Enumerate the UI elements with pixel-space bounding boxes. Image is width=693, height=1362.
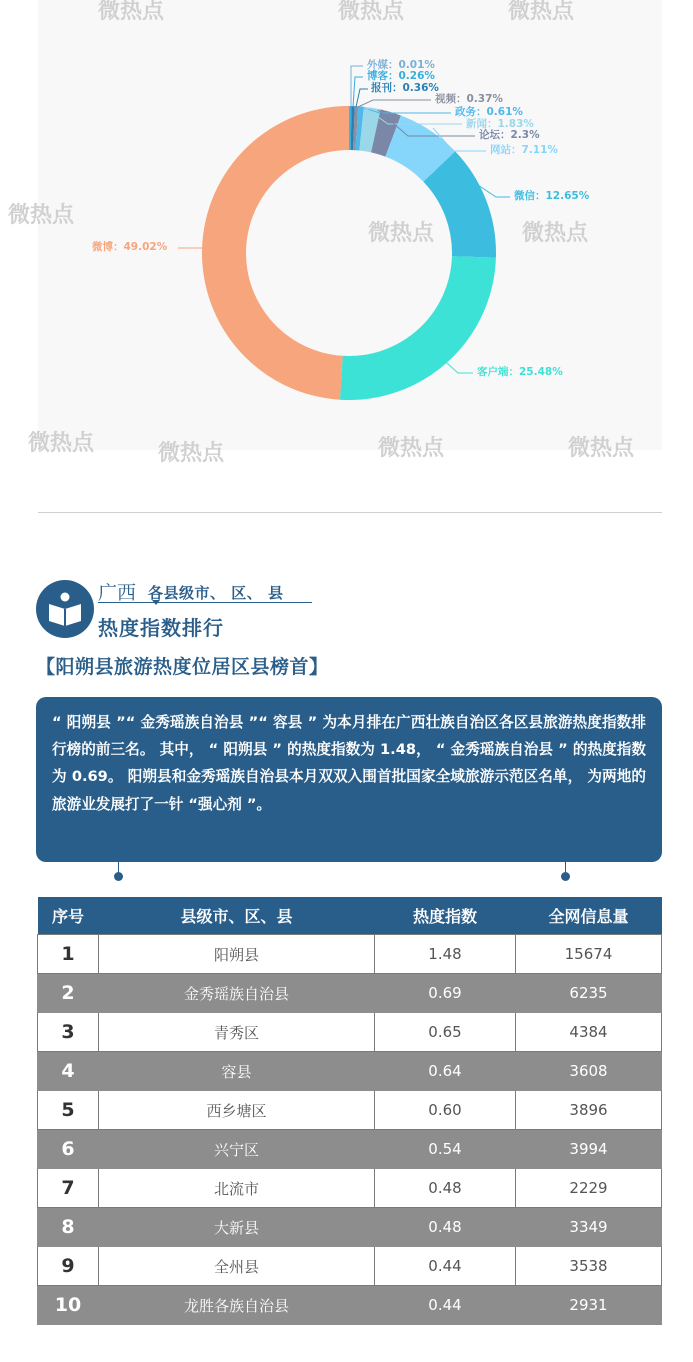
title-counties: 各县级市、 区、 县 <box>148 584 284 602</box>
chart-panel <box>8 0 662 466</box>
section-divider <box>38 512 662 513</box>
slice-label: 外媒：0.01% <box>367 59 435 71</box>
section-title-line1 <box>98 578 312 603</box>
heat-index-cell: 0.48 <box>375 1208 516 1247</box>
county-cell: 阳朔县 <box>99 935 375 974</box>
leader-line <box>353 77 363 107</box>
slice-label: 网站：7.11% <box>490 144 558 156</box>
rank-cell: 3 <box>38 1013 99 1052</box>
table-row <box>38 1130 662 1169</box>
ranking-table <box>37 897 662 1325</box>
volume-cell: 3538 <box>516 1247 662 1286</box>
headline: 【阳朔县旅游热度位居区县榜首】 <box>36 656 329 678</box>
donut-chart <box>8 0 662 466</box>
slice-label: 视频：0.37% <box>435 93 503 105</box>
heat-index-cell: 0.44 <box>375 1286 516 1325</box>
county-cell: 金秀瑶族自治县 <box>99 974 375 1013</box>
table-row <box>38 1091 662 1130</box>
volume-cell: 2931 <box>516 1286 662 1325</box>
table-row <box>38 1052 662 1091</box>
rank-cell: 6 <box>38 1130 99 1169</box>
watermark: 微热点 <box>508 0 575 24</box>
volume-cell: 15674 <box>516 935 662 974</box>
table-header-row <box>38 897 662 935</box>
heat-index-cell: 0.60 <box>375 1091 516 1130</box>
volume-cell: 3349 <box>516 1208 662 1247</box>
watermark: 微热点 <box>368 221 435 246</box>
volume-cell: 3994 <box>516 1130 662 1169</box>
donut-slice-客户端 <box>340 256 496 400</box>
rank-cell: 4 <box>38 1052 99 1091</box>
title-guangxi: 广西 <box>98 582 137 604</box>
slice-labels <box>92 58 590 378</box>
header-county: 县级市、区、县 <box>99 897 375 935</box>
watermark: 微热点 <box>8 203 75 228</box>
county-cell: 大新县 <box>99 1208 375 1247</box>
leader-line <box>356 89 368 107</box>
rank-cell: 8 <box>38 1208 99 1247</box>
volume-cell: 3896 <box>516 1091 662 1130</box>
heat-index-cell: 0.44 <box>375 1247 516 1286</box>
connector-dot-right <box>561 872 570 881</box>
volume-cell: 6235 <box>516 974 662 1013</box>
county-cell: 容县 <box>99 1052 375 1091</box>
section-title-line2: 热度指数排行 <box>98 616 224 640</box>
heat-index-cell: 1.48 <box>375 935 516 974</box>
rank-cell: 5 <box>38 1091 99 1130</box>
watermark: 微热点 <box>378 436 445 461</box>
header-volume: 全网信息量 <box>516 897 662 935</box>
slice-label: 客户端：25.48% <box>477 366 563 378</box>
table-row <box>38 1013 662 1052</box>
slice-label: 新闻：1.83% <box>466 118 534 130</box>
rank-cell: 1 <box>38 935 99 974</box>
watermark: 微热点 <box>568 436 635 461</box>
header-heat-index: 热度指数 <box>375 897 516 935</box>
table-row <box>38 974 662 1013</box>
table-row <box>38 935 662 974</box>
table-row <box>38 1169 662 1208</box>
rank-cell: 10 <box>38 1286 99 1325</box>
table-row <box>38 1247 662 1286</box>
county-cell: 兴宁区 <box>99 1130 375 1169</box>
heat-index-cell: 0.48 <box>375 1169 516 1208</box>
watermark: 微热点 <box>98 0 165 24</box>
volume-cell: 3608 <box>516 1052 662 1091</box>
county-cell: 西乡塘区 <box>99 1091 375 1130</box>
watermark: 微热点 <box>158 441 225 466</box>
heat-index-cell: 0.64 <box>375 1052 516 1091</box>
rank-cell: 2 <box>38 974 99 1013</box>
volume-cell: 2229 <box>516 1169 662 1208</box>
heat-index-cell: 0.69 <box>375 974 516 1013</box>
watermark: 微热点 <box>338 0 405 24</box>
slice-label: 博客：0.26% <box>367 70 435 82</box>
rank-cell: 9 <box>38 1247 99 1286</box>
table-row <box>38 1208 662 1247</box>
watermark: 微热点 <box>522 221 589 246</box>
book-icon <box>36 580 94 638</box>
slice-label: 微信：12.65% <box>514 190 590 202</box>
slice-label: 论坛：2.3% <box>479 129 540 141</box>
slice-label: 政务：0.61% <box>455 106 523 118</box>
watermark: 微热点 <box>28 431 95 456</box>
table-row <box>38 1286 662 1325</box>
heat-index-cell: 0.65 <box>375 1013 516 1052</box>
volume-cell: 4384 <box>516 1013 662 1052</box>
donut-slice-微博 <box>202 106 349 400</box>
slice-label: 报刊：0.36% <box>371 82 439 94</box>
county-cell: 龙胜各族自治县 <box>99 1286 375 1325</box>
leader-line <box>358 100 431 107</box>
rank-cell: 7 <box>38 1169 99 1208</box>
slice-label: 微博：49.02% <box>92 241 168 253</box>
summary-text: “ 阳朔县 ”“ 金秀瑶族自治县 ”“ 容县 ” 为本月排在广西壮族自治区各区县旅游热度指数排行榜的前三名。 其中， “ 阳朔县 ” 的热度指数为 1.48， “ 金秀瑶族自治县 ” 的热度指数为 0.69。 阳朔县和金秀瑶族自治县本月双双入围首批国家全域旅游示范区名单， 为两地的旅游业发展打了一针 “强心剂 ”。 <box>52 714 646 813</box>
connector-dot-left <box>114 872 123 881</box>
county-cell: 全州县 <box>99 1247 375 1286</box>
heat-index-cell: 0.54 <box>375 1130 516 1169</box>
header-rank: 序号 <box>38 897 99 935</box>
county-cell: 北流市 <box>99 1169 375 1208</box>
caret-down-icon <box>152 600 160 605</box>
summary-box <box>36 697 662 862</box>
county-cell: 青秀区 <box>99 1013 375 1052</box>
